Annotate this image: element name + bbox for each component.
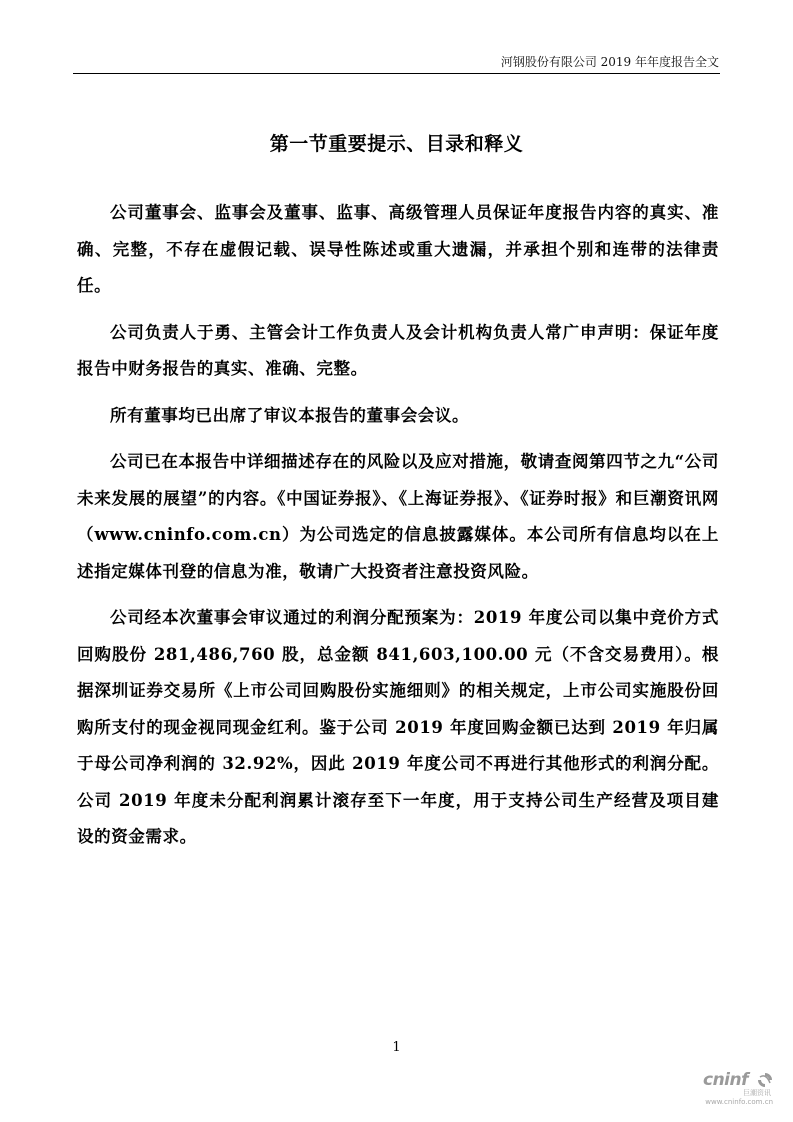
watermark-cn-text: 巨潮资讯 (743, 1089, 771, 1097)
watermark-url: www.cninfo.com.cn (705, 1098, 773, 1106)
paragraph-risk-disclosure: 公司已在本报告中详细描述存在的风险以及应对措施，敬请查阅第四节之九“公司未来发展的展望”的内容。《中国证券报》、《上海证券报》、《证券时报》和巨潮资讯网（www.cninfo.com.cn）为公司选定的信息披露媒体。本公司所有信息均以在上述指定媒体刊登的信息为准，敬请广大投资者注意投资风险。 (77, 452, 719, 581)
section-title: 第一节重要提示、目录和释义 (269, 133, 524, 155)
paragraph-officers-declaration: 公司负责人于勇、主管会计工作负责人及会计机构负责人常广申声明：保证年度报告中财务报告的真实、准确、完整。 (77, 322, 719, 378)
body-text (77, 195, 719, 866)
running-header: 河钢股份有限公司 2019 年年度报告全文 (500, 55, 719, 69)
page-number: 1 (392, 1040, 401, 1055)
paragraph-board-attendance: 所有董事均已出席了审议本报告的董事会会议。 (110, 405, 470, 425)
watermark-logo-text: cninf (703, 1070, 749, 1090)
header-rule (73, 73, 720, 74)
paragraph-profit-distribution: 公司经本次董事会审议通过的利润分配预案为：2019 年度公司以集中竞价方式回购股份 281,486,760 股，总金额 841,603,100.00 元（不含交易费用）。根据深圳证券交易所《上市公司回购股份实施细则》的相关规定，上市公司实施股份回购所支付的现金视同现金红利。鉴于公司 2019 年度回购金额已达到 2019 年归属于母公司净利润的 32.92%，因此 2019 年度公司不再进行其他形式的利润分配。公司 2019 年度未分配利润累计滚存至下一年度，用于支持公司生产经营及项目建设的资金需求。 (77, 608, 719, 846)
cninfo-watermark (703, 1070, 773, 1110)
cninfo-logo-icon (757, 1072, 773, 1088)
paragraph-responsibility-statement: 公司董事会、监事会及董事、监事、高级管理人员保证年度报告内容的真实、准确、完整，不存在虚假记载、误导性陈述或重大遗漏，并承担个别和连带的法律责任。 (77, 203, 719, 295)
